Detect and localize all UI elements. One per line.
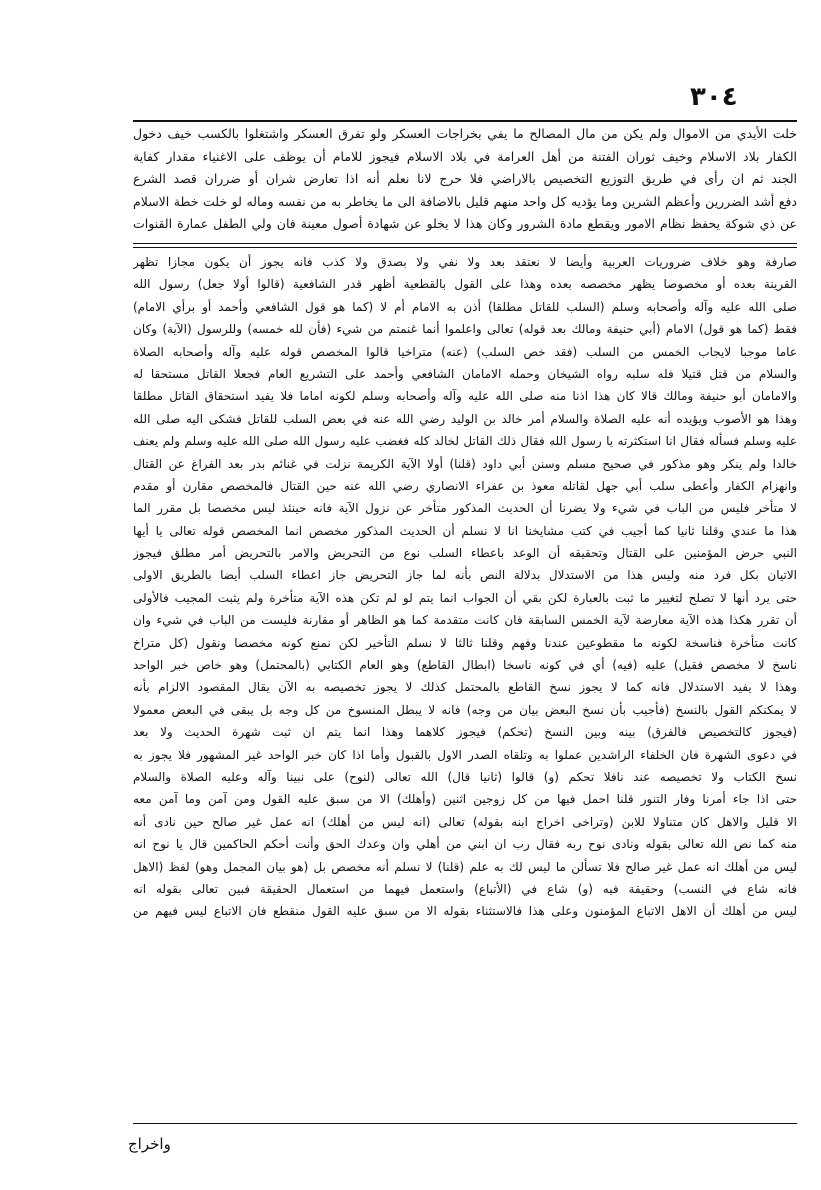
main-text-line: منه كما نص الله تعالى بقوله ونادى نوح ربه فقال رب ان ابني من أهلي وان وعدك الحق وأنت أحكم الحاكمين قال يا نوح انه bbox=[133, 837, 797, 852]
main-text-line: أن تقرر هكذا هذه الآية معارضة لآية الخمس السابقة فان كانت متقدمة كما هو الظاهر أو مقارنة فليست من الباب في شيء وان bbox=[133, 613, 797, 628]
main-text-line: وهذا هو الأصوب ويؤيده أنه عليه الصلاة والسلام أمر خالد بن الوليد رضي الله عنه في بعض السلب للقاتل فشكى اليه صلى الله bbox=[133, 411, 797, 426]
main-text-line: لا متأخر فليس من الباب في شيء ولا يضرنا أن الحديث المذكور متأخر عن نزول الآية فانه حينئذ ليس مخصصا بل مقرر الما bbox=[133, 501, 797, 516]
main-text-line: ليس من أهلك أن الاهل الاتباع المؤمنون وعلى هذا فالاستثناء بقوله الا من سبق عليه القول منقطع فان الاتباع ليس فيهم من bbox=[133, 904, 797, 919]
main-text-line: خالدا ولم ينكر وهو مذكور في صحيح مسلم وسنن أبي داود (قلنا) أولا الآية الكريمة نزلت في غنائم بدر بعد الفراغ عن القتال bbox=[133, 456, 797, 471]
main-text-line: حتى يرد أنها لا تصلح لتغيير ما ثبت بالعبارة لكن بقي أن الجواب انما يتم لو لم تكن هذه الآية متأخرة ولم يثبت المجيب فالأولى bbox=[133, 590, 797, 605]
catchword: واخراج bbox=[128, 1135, 171, 1153]
page-number: ٣٠٤ bbox=[690, 82, 738, 112]
top-text-block bbox=[133, 123, 797, 236]
main-text-line: وهذا لا يفيد الاستدلال فانه كما لا يجوز نسخ القاطع بالمحتمل كذلك لا يجوز تخصيصه به الآن يقال المقصود الالزام بأنه bbox=[133, 680, 797, 695]
main-text-line: هذا ما عندي وقلنا ثانيا كما أجيب في كتب مشايخنا انا لا نسلم أن الحديث المذكور مخصص انما المخصص قوله تعالى يا أيها bbox=[133, 523, 797, 538]
main-text-line: حتى اذا جاء أمرنا وفار التنور قلنا احمل فيها من كل زوجين اثنين (وأهلك) الا من سبق عليه القول ومن آمن وما آمن معه bbox=[133, 792, 797, 807]
footer-rule bbox=[133, 1123, 797, 1124]
main-text-line: وانهزام الكفار وأعطى سلب أبي جهل لقاتله معوذ بن عفراء الانصاري رضي الله عنه حين القتال فالمخصص مقارن أو مقدم bbox=[133, 478, 797, 493]
main-text-line: فانه شاع في النسب) وحقيقة فيه (و) شاع في (الأتباع) واستعمل فيهما من استعمال الحقيقة فبين تعالى بقوله انه bbox=[133, 881, 797, 896]
top-text-line: عن ذي شوكة يحفظ نظام الامور ويقطع مادة الشرور وكان هذا لا يخلو عن شهادة أصول معينة فان ولي الطفل عمارة القنوات bbox=[133, 216, 797, 232]
main-text-line: والامامان أبو حنيفة ومالك قالا كان هذا اذنا منه صلى الله عليه وآله وأصحابه وسلم لكونه اماما فلا يفيد استحقاق القاتل مطلقا bbox=[133, 389, 797, 404]
main-text-block bbox=[133, 251, 797, 923]
top-text-line: دفع أشد الضررين وأعظم الشرين وما يؤديه كل واحد منهم قليل بالاضافة الى ما يخاطر به من نفسه وماله لو خلت خطة الاسلام bbox=[133, 193, 797, 209]
main-text-line: (فيجوز كالتخصيص فالفرق) بينه وبين النسخ (تحكم) فيجوز كلاهما وهذا انما يتم ان ثبت شهرة الحديث ولا بعد bbox=[133, 725, 797, 740]
main-text-line: في دعوى الشهرة فان الخلفاء الراشدين عملوا به وتلقاه الصدر الاول بالقبول وأما اذا كان خبر الواحد غير المشهور فلا يجوز به bbox=[133, 747, 797, 762]
main-text-line: عاما موجبا لايجاب الخمس من السلب (فقد خص السلب) (عنه) متراخيا قالوا المخصص قوله عليه وآله وأصحابه الصلاة bbox=[133, 344, 797, 359]
main-text-line: صلى الله عليه وآله وأصحابه وسلم (السلب للقاتل مطلقا) أذن به الامام أم لا (كما هو قول الشافعي وأحمد أو برأي الامام) bbox=[133, 299, 797, 314]
main-text-line: صارفة وهو خلاف ضروريات العربية وأيضا لا نعتقد بعد ولا نفي ولا بصدق ولا كذب فانه يجوز أن يكون مجازا تظهر bbox=[133, 255, 797, 269]
main-text-line: الاتيان بكل فرد منه وليس هذا من الاستدلال بدلالة النص بأنه لما جاز التحريض جاز اعطاء السلب أيضا بالطريق الاولى bbox=[133, 568, 797, 583]
top-text-line: خلت الأيدي من الاموال ولم يكن من مال المصالح ما يفي بخراجات العسكر ولو تفرق العسكر واشتغلوا بالكسب خيف دخول bbox=[133, 126, 797, 141]
main-text-line: عليه وسلم فسأله فقال انا استكثرته يا رسول الله فقال ذلك القاتل لخالد كله فغضب عليه رسول الله صلى الله عليه وسلم ولم يعنف bbox=[133, 434, 797, 449]
main-text-line: القرينة بعده أو مخصوصا يظهر مخصصه بعده وهذا على القول بالقطعية أظهر قدر الشافعية (قالوا أولا جعل) رسول الله bbox=[133, 277, 797, 292]
top-text-line: الجند ثم ان رأى في طريق التوزيع التخصيص بالاراضي فلا حرج لانا نعلم أنه اذا تعارض شران أو ضرران قصد الشرع bbox=[133, 171, 797, 187]
main-text-line: الا قليل والاهل كان متناولا للابن (وتراخى اخراج ابنه بقوله) تعالى (انه ليس من أهلك) انه عمل غير صالح حين نادى أنه bbox=[133, 814, 797, 829]
header-rule bbox=[133, 120, 797, 122]
main-text-line: فقط (كما هو قول) الامام (أبي حنيفة ومالك بعد قوله) تعالى واعلموا أنما غنمتم من شيء (فأن لله خمسه) وللرسول (الآية) وكان bbox=[133, 322, 797, 337]
main-text-line: ليس من أهلك انه عمل غير صالح فلا تسألن ما ليس لك به علم (قلنا) لا نسلم أنه مخصص بل (هو بيان المجمل وهو) لفظ (الاهل bbox=[133, 859, 797, 874]
top-text-line: الكفار بلاد الاسلام وخيف ثوران الفتنة من أهل العرامة في بلاد الاسلام فيجوز للامام أن يوظف على الاغنياء مقدار كفاية bbox=[133, 148, 797, 164]
main-text-line: كانت متأخرة فناسخة لكونه ما مقطوعين عندنا وفهم وقلنا ثالثا لا نسلم التأخير لكن نمنع كونه مخصصا ونقول (كل متراخ bbox=[133, 635, 797, 650]
separator-rule-upper bbox=[133, 243, 797, 244]
separator-rule-lower bbox=[133, 247, 797, 248]
main-text-line: ناسخ لا مخصص فقيل) عليه (فيه) أي في كونه ناسخا (ابطال القاطع) وهو العام الكتابي (بالمحتمل) وهو خاص خبر الواحد bbox=[133, 658, 797, 673]
main-text-line: نسخ الكتاب ولا تخصيصه عند نافلا تحكم (و) قالوا (ثانيا قال) الله تعالى (لنوح) على نبينا وآله وعليه الصلاة والسلام bbox=[133, 769, 797, 784]
main-text-line: النبي حرض المؤمنين على القتال وتحقيقه أن الوعد باعطاء السلب نوع من التحريض والامر بالتحريض أمر مطلق فيجوز bbox=[133, 546, 797, 561]
main-text-line: لا يمكنكم القول بالنسخ (فأجيب بأن نسخ البعض بيان من وجه) فانه لا يبطل المنسوخ من كل وجه بل يبقى في البعض معمولا bbox=[133, 702, 797, 717]
main-text-line: والسلام من قتل قتيلا فله سلبه رواه الشيخان وحمله الامامان الشافعي وأحمد على التشريع العام فجعلا القاتل مستحقا له bbox=[133, 366, 797, 381]
